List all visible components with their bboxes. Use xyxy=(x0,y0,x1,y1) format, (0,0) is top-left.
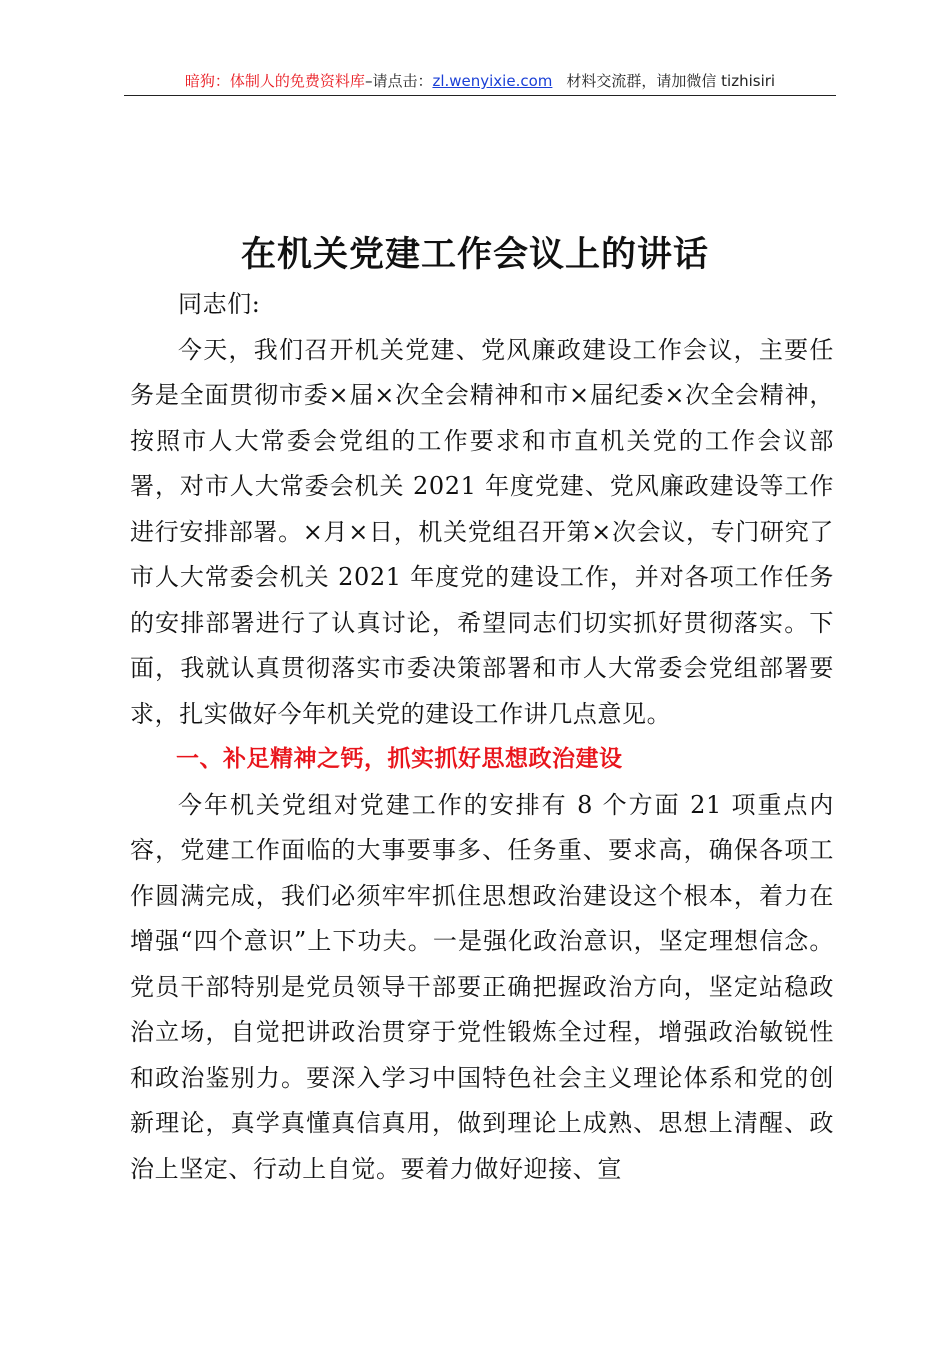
intro-paragraph: 今天，我们召开机关党建、党风廉政建设工作会议，主要任务是全面贯彻市委×届×次全会精神和市×届纪委×次全会精神，按照市人大常委会党组的工作要求和市直机关党的工作会议部署，对市人大常委会机关 2021 年度党建、党风廉政建设等工作进行安排部署。×月×日，机关党组召开第×次会议，专门研究了市人大常委会机关 2021 年度党的建设工作，并对各项工作任务的安排部署进行了认真讨论，希望同志们切实抓好贯彻落实。下面，我就认真贯彻落实市委决策部署和市人大常委会党组部署要求，扎实做好今年机关党的建设工作讲几点意见。 xyxy=(130,335,834,728)
salutation: 同志们: xyxy=(178,290,261,318)
page-header xyxy=(124,68,836,94)
document-title: 在机关党建工作会议上的讲话 xyxy=(240,234,709,276)
header-url-link[interactable]: zl.wenyixie.com xyxy=(432,72,553,90)
document-body xyxy=(130,282,834,1192)
header-wechat-note: 材料交流群，请加微信 tizhisiri xyxy=(566,72,776,90)
section-1-paragraph: 今年机关党组对党建工作的安排有 8 个方面 21 项重点内容，党建工作面临的大事要事多、任务重、要求高，确保各项工作圆满完成，我们必须牢牢抓住思想政治建设这个根本，着力在增强“四个意识”上下功夫。一是强化政治意识，坚定理想信念。党员干部特别是党员领导干部要正确把握政治方向，坚定站稳政治立场，自觉把讲政治贯穿于党性锻炼全过程，增强政治敏锐性和政治鉴别力。要深入学习中国特色社会主义理论体系和党的创新理论，真学真懂真信真用，做到理论上成熟、思想上清醒、政治上坚定、行动上自觉。要着力做好迎接、宣 xyxy=(130,790,834,1183)
section-1-heading: 一、补足精神之钙，抓实抓好思想政治建设 xyxy=(176,746,623,772)
header-click-prompt: –请点击： xyxy=(364,72,433,90)
header-divider xyxy=(124,95,836,96)
header-site-name: 暗狗：体制人的免费资料库 xyxy=(184,72,365,90)
